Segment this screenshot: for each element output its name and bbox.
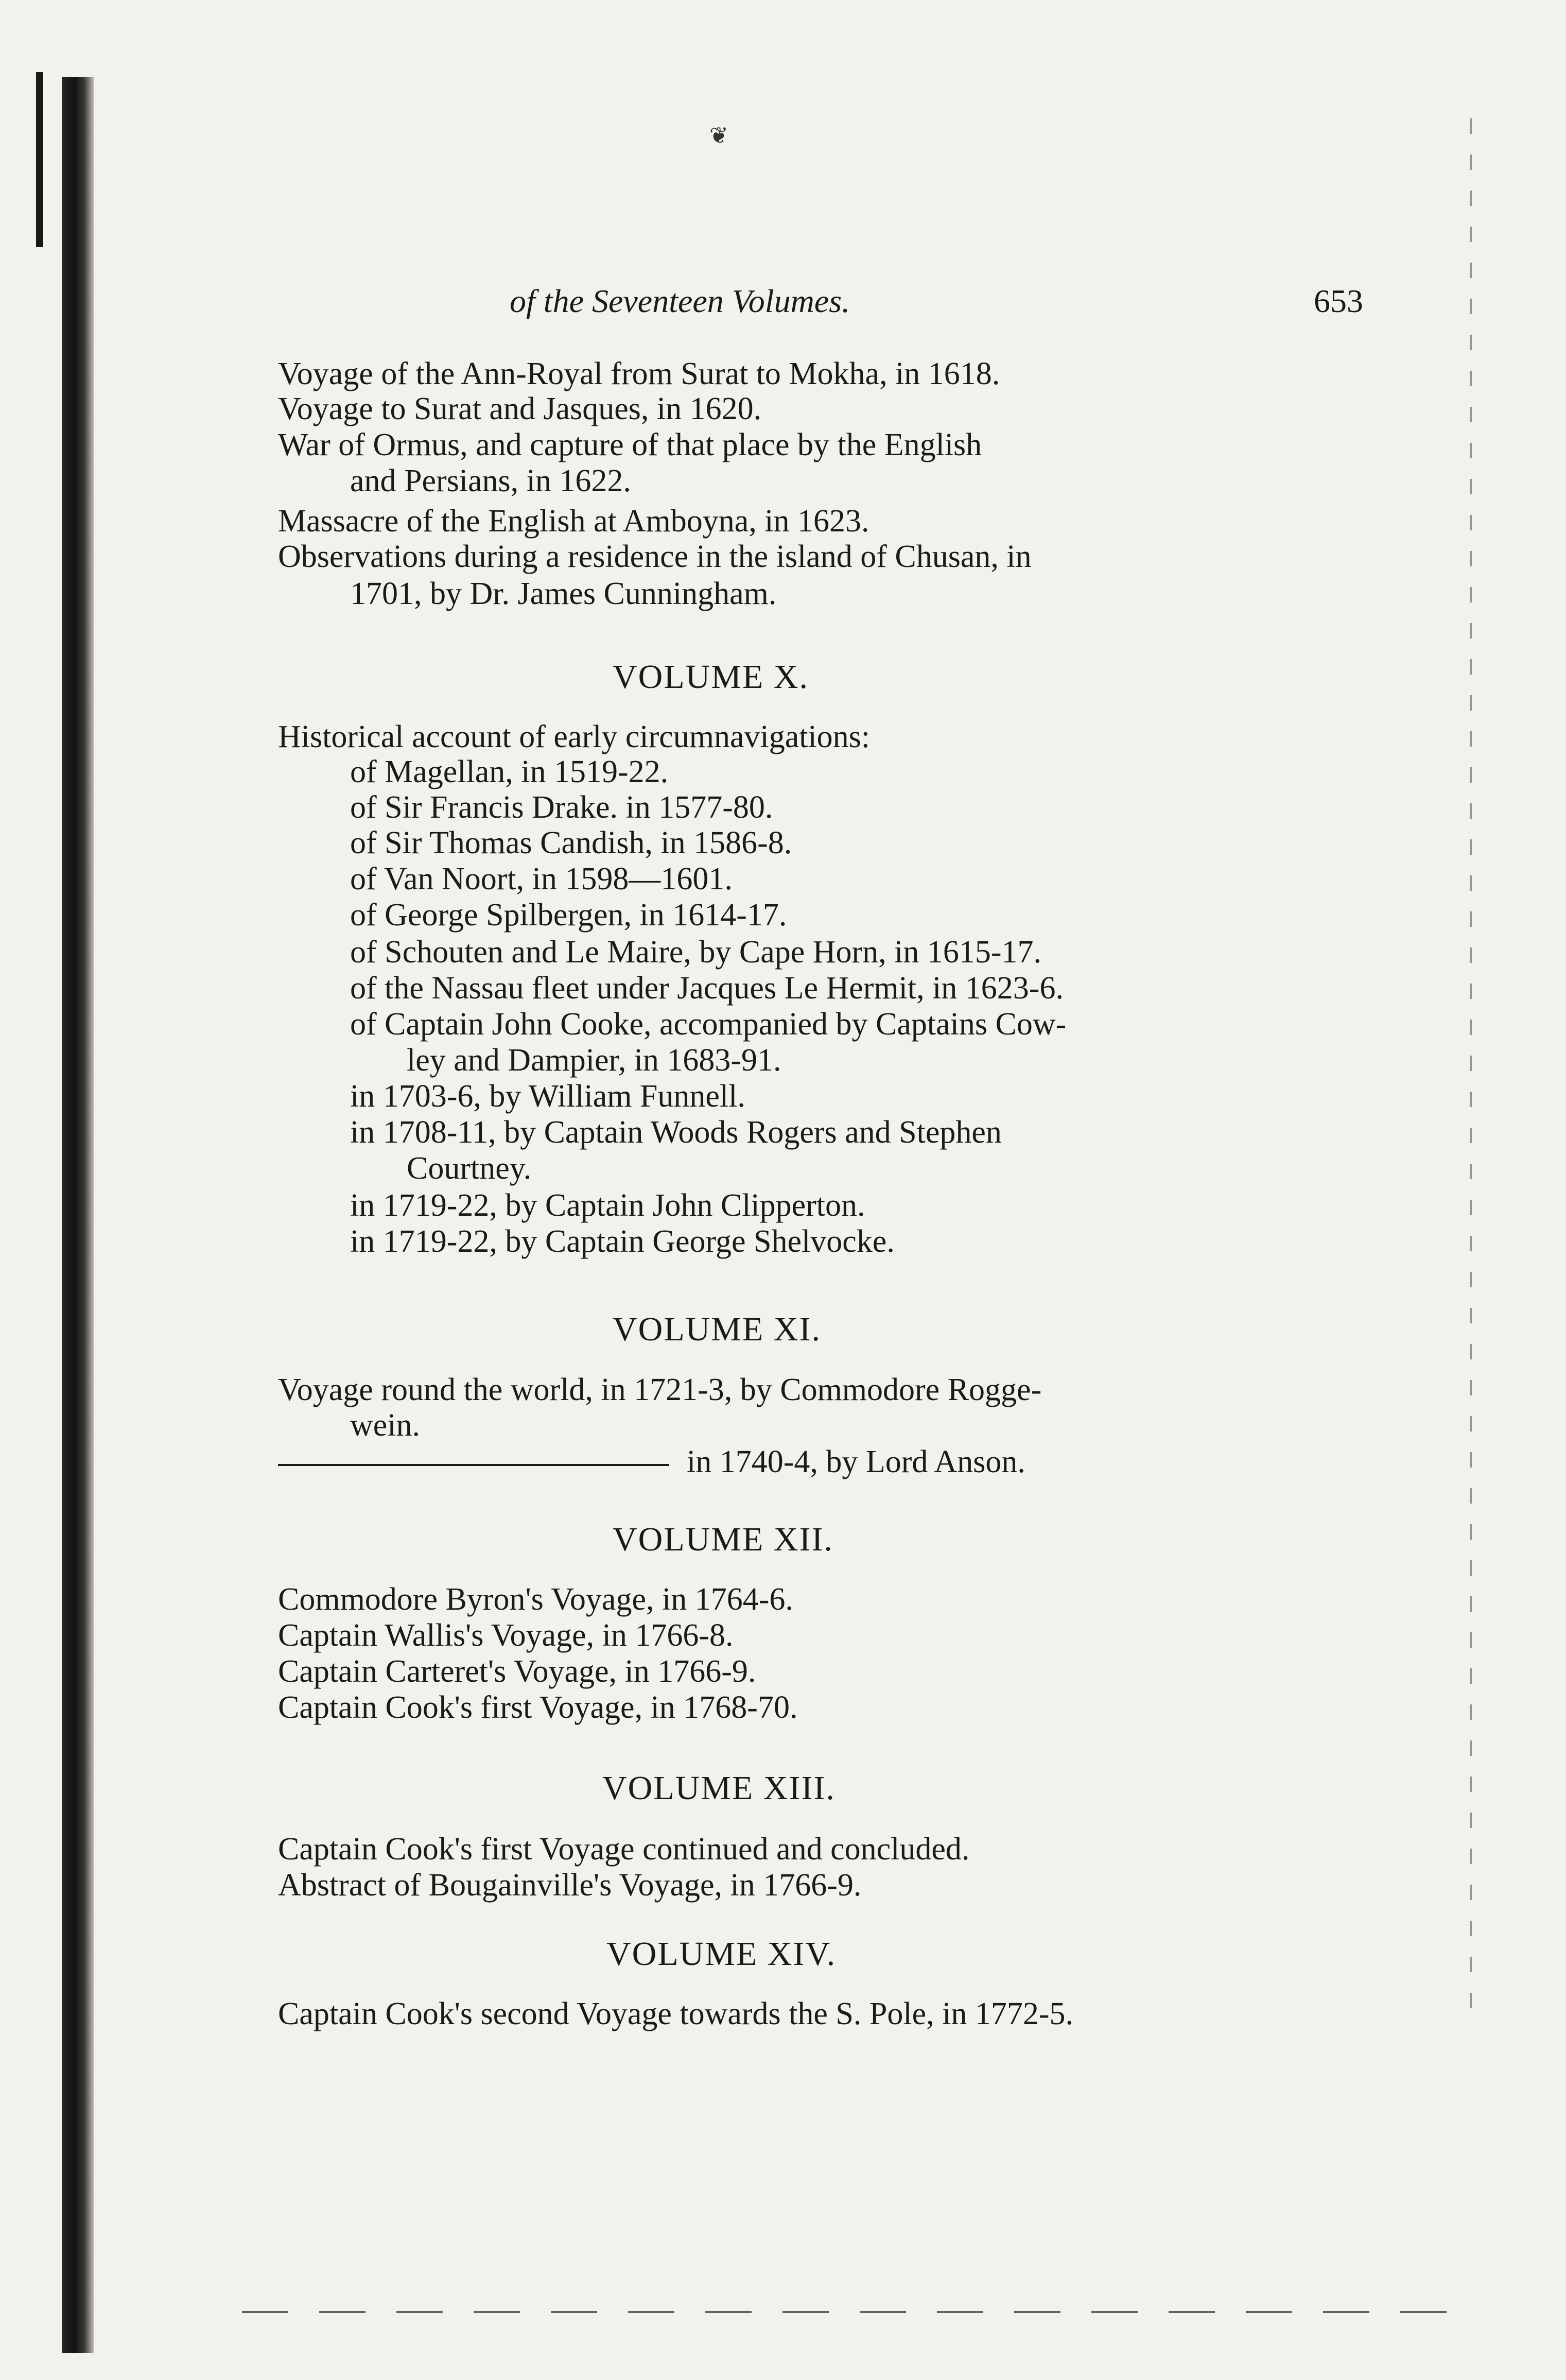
volume-heading: VOLUME XIII. [602,1769,836,1807]
contents-entry-text: Historical account of early circumnavigations: [278,719,871,754]
contents-entry [350,1409,420,1441]
contents-entry-text: Captain Carteret's Voyage, in 1766-9. [278,1654,756,1689]
contents-entry-text: of Van Noort, in 1598—1601. [350,861,733,896]
text-line: Voyage of the Ann-Royal from Surat to Mokha, in 1618. [278,356,1000,391]
contents-entry [350,1008,1066,1040]
volume-heading: VOLUME XII. [613,1521,833,1558]
running-head: of the Seventeen Volumes. [510,283,850,319]
contents-entry [278,1374,1041,1406]
contents-entry-text: of the Nassau fleet under Jacques Le Hermit, in 1623-6. [350,971,1064,1006]
volume-heading: VOLUME XIV. [606,1935,837,1973]
volume-heading: VOLUME XI. [613,1310,821,1348]
contents-entry [278,1998,1073,2030]
contents-entry [278,1692,797,1723]
contents-entry-text: of Captain John Cooke, accompanied by Captains Cow- [350,1007,1067,1042]
text-line: and Persians, in 1622. [350,463,631,498]
contents-entry-text: in 1719-22, by Captain John Clipperton. [350,1188,865,1223]
contents-entry [350,1080,745,1112]
page-number: 653 [1314,283,1363,319]
contents-entry-text: in 1703-6, by William Funnell. [350,1079,745,1114]
contents-entry-text: Captain Cook's second Voyage towards the S. Pole, in 1772-5. [278,1996,1073,2031]
contents-entry-text: Abstract of Bougainville's Voyage, in 1766-9. [278,1868,862,1903]
contents-entry-text: Voyage round the world, in 1721-3, by Commodore Rogge- [278,1372,1042,1407]
contents-entry [278,1446,1025,1478]
contents-entry [278,1655,756,1687]
contents-entry-text: Captain Cook's first Voyage, in 1768-70. [278,1690,798,1725]
contents-entry-text: of Magellan, in 1519-22. [350,754,669,789]
volume-heading: VOLUME X. [613,658,809,696]
contents-entry [407,1044,781,1076]
text-line: War of Ormus, and capture of that place by the English [278,427,982,462]
contents-entry-text: in 1719-22, by Captain George Shelvocke. [350,1224,895,1259]
book-binding-edge [62,77,94,2353]
contents-entry-text: ley and Dampier, in 1683-91. [407,1043,781,1078]
contents-entry [350,936,1041,968]
contents-entry-text: Courtney. [407,1151,532,1186]
contents-entry-text: in 1708-11, by Captain Woods Rogers and Stephen [350,1115,1002,1150]
bottom-rule [242,2311,1467,2313]
contents-entry [350,1189,865,1221]
contents-entry [350,899,787,931]
contents-entry-text: of Sir Thomas Candish, in 1586-8. [350,825,792,860]
contents-entry [278,1583,793,1615]
contents-entry-text: Captain Cook's first Voyage continued and concluded. [278,1832,970,1867]
contents-entry-text: of George Spilbergen, in 1614-17. [350,898,787,933]
contents-entry-text: Captain Wallis's Voyage, in 1766-8. [278,1618,734,1653]
contents-entry [350,972,1064,1004]
contents-entry [350,756,668,788]
contents-entry-text: wein. [350,1408,421,1443]
binding-edge-shadow [36,72,43,247]
contents-entry [350,827,792,859]
text-line: Observations during a residence in the island of Chusan, in [278,539,1032,574]
contents-entry [350,863,733,895]
contents-entry [407,1152,531,1184]
contents-entry-text: Commodore Byron's Voyage, in 1764-6. [278,1582,793,1617]
ditto-rule [278,1464,669,1466]
contents-entry [278,1619,733,1651]
contents-entry [350,1116,1002,1148]
contents-entry [350,1226,895,1257]
text-line: Voyage to Surat and Jasques, in 1620. [278,391,762,426]
printer-ornament-icon: ❦ [709,123,728,148]
contents-entry-text: of Schouten and Le Maire, by Cape Horn, in 1615-17. [350,935,1042,970]
text-line: Massacre of the English at Amboyna, in 1623. [278,504,869,539]
contents-entry [350,791,773,823]
contents-entry [278,1869,861,1901]
contents-entry [278,721,870,753]
contents-entry-text: of Sir Francis Drake. in 1577-80. [350,790,773,825]
contents-entry-text: in 1740-4, by Lord Anson. [687,1444,1025,1479]
text-line: 1701, by Dr. James Cunningham. [350,576,777,611]
page-edge-mark [1470,118,1472,2024]
contents-entry [278,1833,969,1865]
